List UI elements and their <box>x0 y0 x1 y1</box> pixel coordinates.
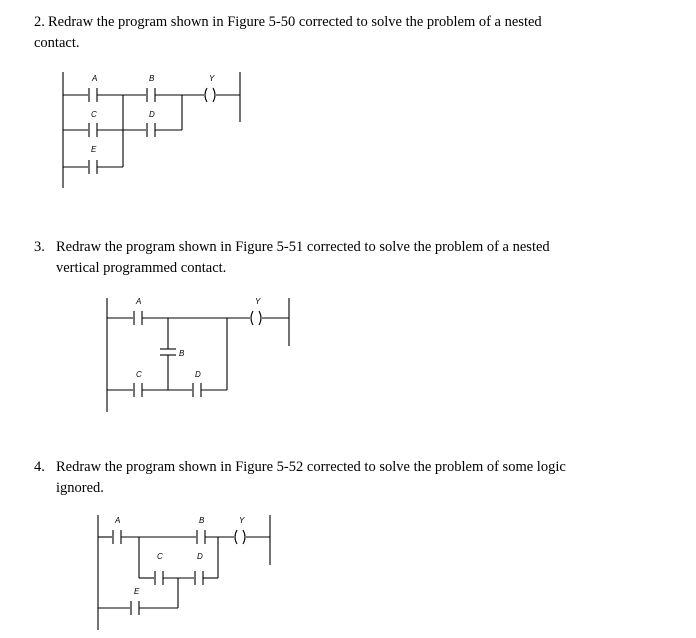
contact-d-label: D <box>149 110 155 119</box>
question-2-line1: Redraw the program shown in Figure 5-50 corrected to solve the problem of a nested <box>48 14 542 30</box>
contact-d <box>193 370 201 397</box>
contact-a <box>113 516 121 544</box>
contact-b <box>197 516 205 544</box>
contact-a <box>89 74 97 102</box>
contact-d <box>147 110 155 137</box>
contact-c <box>155 552 163 585</box>
contact-b-label: B <box>149 74 155 83</box>
question-4-number: 4. <box>34 459 45 475</box>
contact-d-label: D <box>195 370 201 379</box>
contact-c-label: C <box>157 552 163 561</box>
contact-c <box>134 370 142 397</box>
question-3-number: 3. <box>34 239 45 255</box>
coil-y-label: Y <box>255 297 261 306</box>
contact-d-label: D <box>197 552 203 561</box>
contact-e <box>131 587 140 615</box>
contact-b-label: B <box>199 516 205 525</box>
contact-c-label: C <box>91 110 97 119</box>
coil-y-label: Y <box>209 74 215 83</box>
contact-a-label: A <box>136 297 142 306</box>
question-2-number: 2. <box>34 14 45 30</box>
question-4-line1: Redraw the program shown in Figure 5-52 corrected to solve the problem of some logic <box>56 459 566 475</box>
question-4-line2: ignored. <box>56 480 104 496</box>
contact-e-label: E <box>91 145 97 154</box>
coil-y <box>251 297 261 325</box>
coil-y <box>205 74 215 102</box>
contact-e <box>89 145 97 174</box>
contact-b <box>160 349 185 358</box>
question-3-line1: Redraw the program shown in Figure 5-51 corrected to solve the problem of a nested <box>56 239 550 255</box>
ladder-diagram-q4 <box>98 515 270 630</box>
ladder-diagram-q2 <box>63 72 240 188</box>
ladder-diagram-q3 <box>107 297 289 412</box>
contact-a <box>134 297 142 325</box>
coil-y <box>235 516 245 544</box>
question-2-line2: contact. <box>34 35 80 51</box>
contact-c <box>89 110 97 137</box>
contact-b <box>147 74 155 102</box>
contact-d <box>195 552 203 585</box>
contact-a-label: A <box>115 516 121 525</box>
contact-e-label: E <box>134 587 140 596</box>
contact-a-label: A <box>92 74 98 83</box>
contact-c-label: C <box>136 370 142 379</box>
contact-b-label: B <box>179 349 185 358</box>
question-3-line2: vertical programmed contact. <box>56 260 227 276</box>
coil-y-label: Y <box>239 516 245 525</box>
